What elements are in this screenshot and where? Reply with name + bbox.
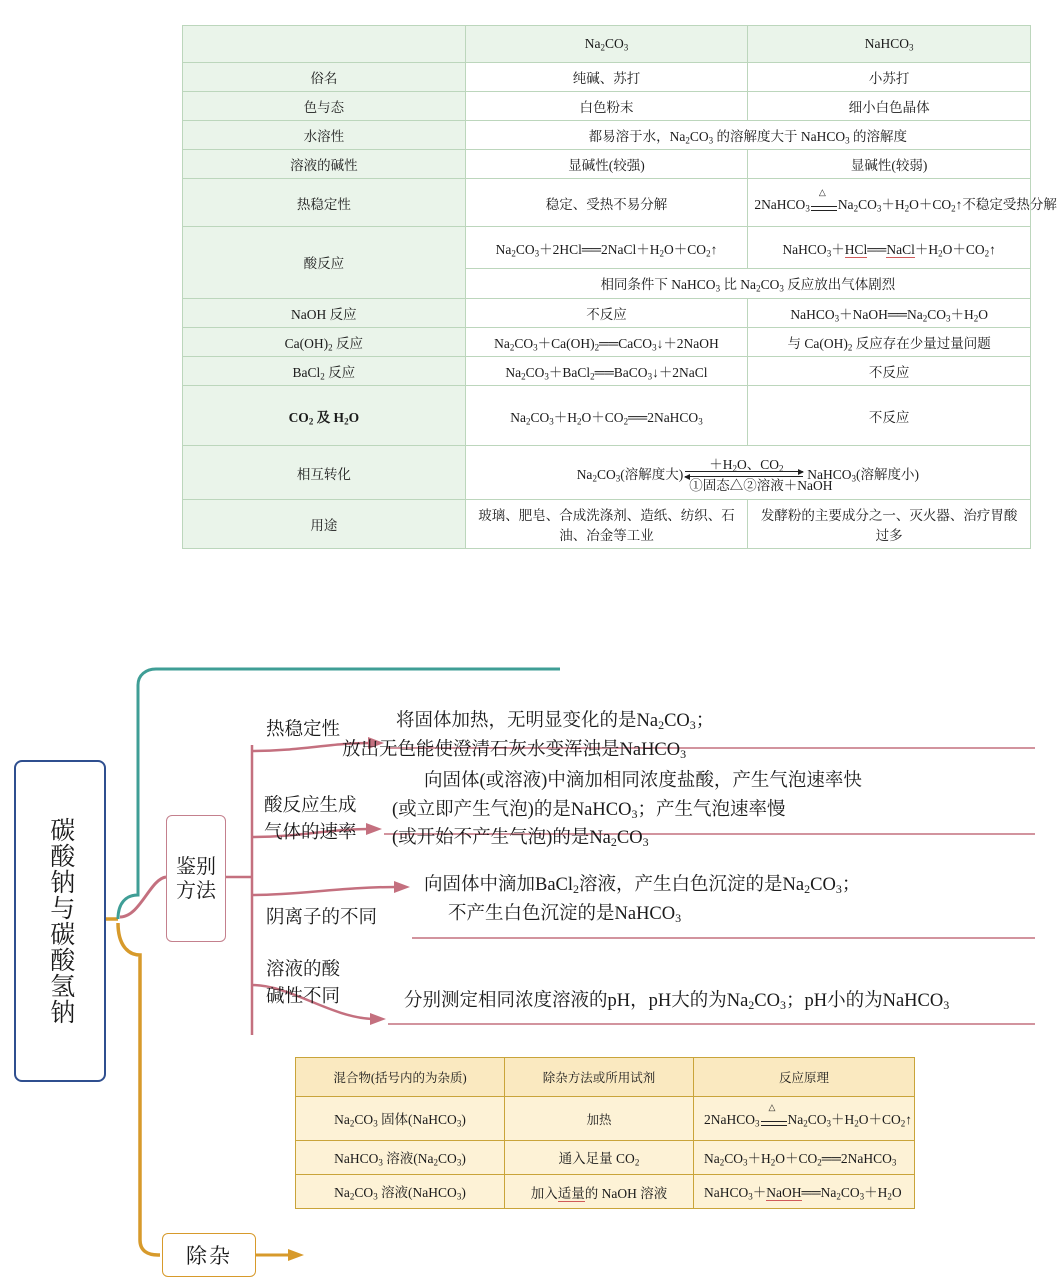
cell-na2co3: 不反应 xyxy=(465,298,748,327)
cell-nahco3: 发酵粉的主要成分之一、灭火器、治疗胃酸过多 xyxy=(748,500,1031,549)
branch-label-acid-rate: 酸反应生成 气体的速率 xyxy=(264,796,357,843)
branch-detail-anion: 向固体中滴加BaCl$_2$溶液，产生白色沉淀的是$Na_2CO_3$； 不产生白色沉淀的是NaHCO$_3$ xyxy=(424,875,861,925)
cell-na2co3: 纯碱、苏打 xyxy=(465,63,748,92)
cell-nahco3: 显碱性(较弱) xyxy=(748,150,1031,179)
removal-cell-mixture: $Na_2CO_3$ 溶液(NaHCO$_3$) xyxy=(296,1175,505,1209)
removal-table-header-row xyxy=(296,1058,915,1097)
branch-detail-acid-rate: 向固体(或溶液)中滴加相同浓度盐酸，产生气泡速率快 (或立即产生气泡)的是NaHCO$_3$；产生气泡速率慢 (或开始不产生气泡)的是$Na_2CO_3$ xyxy=(392,771,862,850)
root-node-label: 碳酸钠与碳酸氢钠 xyxy=(46,817,74,1025)
row-label: 色与态 xyxy=(183,92,466,121)
removal-cell-method: 加热 xyxy=(505,1097,694,1141)
node-impurity-removal-label: 除杂 xyxy=(186,1244,232,1268)
row-label: BaCl$_2$ 反应 xyxy=(183,357,466,386)
cell-merged-acid-note: 相同条件下 NaHCO$_3$ 比 $Na_2CO_3$ 反应放出气体剧烈 xyxy=(465,269,1030,298)
table-row-color-state xyxy=(183,92,1031,121)
comparison-table xyxy=(182,25,1057,549)
cell-nahco3: 不反应 xyxy=(748,386,1031,446)
row-label: 俗名 xyxy=(183,63,466,92)
row-label: 相互转化 xyxy=(183,446,466,500)
branch-detail-thermal-stability: 将固体加热，无明显变化的是$Na_2CO_3$； 放出无色能使澄清石灰水变浑浊是NaHCO$_3$ xyxy=(342,711,715,761)
removal-cell-mixture: $Na_2CO_3$ 固体(NaHCO$_3$) xyxy=(296,1097,505,1141)
table-row-common-name xyxy=(183,63,1031,92)
cell-nahco3: $NaHCO_3+HCl══NaCl+H_2O+CO_2↑$ xyxy=(748,227,1031,269)
row-label: $CO_2$ 及 $H_2O$ xyxy=(183,386,466,446)
node-identification-method[interactable] xyxy=(166,815,226,942)
cell-na2co3: 稳定、受热不易分解 xyxy=(465,179,748,227)
cell-merged-conversion: $Na_2CO_3$(溶解度大) $+H_2O$、$CO_2$ ①固态△②溶液＋NaOH NaHCO$_3$(溶解度小) xyxy=(465,446,1030,500)
node-identification-method-label: 鉴别 方法 xyxy=(176,855,216,902)
table-row-acid-reaction xyxy=(183,227,1031,269)
table-row-uses xyxy=(183,500,1031,549)
removal-header-method: 除杂方法或所用试剂 xyxy=(505,1058,694,1097)
table-row-co2-h2o xyxy=(183,386,1031,446)
removal-cell-principle: $Na_2CO_3+H_2O+CO_2══2NaHCO_3$ xyxy=(694,1141,915,1175)
header-blank xyxy=(183,26,466,63)
removal-table-row xyxy=(296,1175,915,1209)
header-na2co3: $Na_2CO_3$ xyxy=(465,26,748,63)
branch-detail-acidity: 分别测定相同浓度溶液的pH，pH大的为$Na_2CO_3$；pH小的为NaHCO$_3$ xyxy=(404,991,950,1012)
row-label: 溶液的碱性 xyxy=(183,150,466,179)
table-row-interconversion xyxy=(183,446,1031,500)
cell-na2co3: $Na_2CO_3+BaCl_2══BaCO_3↓+2NaCl$ xyxy=(465,357,748,386)
removal-cell-mixture: NaHCO$_3$ 溶液$(Na_2CO_3)$ xyxy=(296,1141,505,1175)
cell-na2co3: 玻璃、肥皂、合成洗涤剂、造纸、纺织、石油、冶金等工业 xyxy=(465,500,748,549)
row-label: 用途 xyxy=(183,500,466,549)
removal-cell-principle: $NaHCO_3+NaOH══Na_2CO_3+H_2O$ xyxy=(694,1175,915,1209)
removal-table-row xyxy=(296,1141,915,1175)
cell-nahco3: 小苏打 xyxy=(748,63,1031,92)
branch-label-acidity: 溶液的酸 碱性不同 xyxy=(266,960,341,1007)
row-label: NaOH 反应 xyxy=(183,298,466,327)
cell-merged-solubility: 都易溶于水，$Na_2CO_3$ 的溶解度大于 NaHCO$_3$ 的溶解度 xyxy=(465,121,1030,150)
cell-nahco3: 2NaHCO$_3$ △ $Na_2CO_3+H_2O+CO_2↑$不稳定受热分解 xyxy=(748,179,1031,227)
row-label: 酸反应 xyxy=(183,227,466,298)
table-row-basicity xyxy=(183,150,1031,179)
node-impurity-removal[interactable] xyxy=(162,1233,256,1277)
branch-label-thermal-stability: 热稳定性 xyxy=(266,720,341,740)
removal-table-row xyxy=(296,1097,915,1141)
cell-na2co3: 白色粉末 xyxy=(465,92,748,121)
cell-nahco3: $NaHCO_3+NaOH══Na_2CO_3+H_2O$ xyxy=(748,298,1031,327)
cell-na2co3: $Na_2CO_3+Ca(OH)_2══CaCO_3↓+2NaOH$ xyxy=(465,327,748,356)
removal-table xyxy=(295,1057,915,1209)
header-nahco3: NaHCO$_3$ xyxy=(748,26,1031,63)
table-row-bacl2-reaction xyxy=(183,357,1031,386)
row-label: 热稳定性 xyxy=(183,179,466,227)
table-row-solubility xyxy=(183,121,1031,150)
row-label: 水溶性 xyxy=(183,121,466,150)
cell-na2co3: $Na_2CO_3+H_2O+CO_2══2NaHCO_3$ xyxy=(465,386,748,446)
table-row-naoh-reaction xyxy=(183,298,1031,327)
table-row-caoh2-reaction xyxy=(183,327,1031,356)
table-header-row xyxy=(183,26,1031,63)
removal-header-principle: 反应原理 xyxy=(694,1058,915,1097)
cell-na2co3: $Na_2CO_3+2HCl══2NaCl+H_2O+CO_2↑$ xyxy=(465,227,748,269)
root-node[interactable] xyxy=(14,760,106,1082)
removal-cell-principle: 2NaHCO$_3$ △ $Na_2CO_3+H_2O+CO_2↑$ xyxy=(694,1097,915,1141)
row-label: $Ca(OH)_2$ 反应 xyxy=(183,327,466,356)
cell-nahco3: 与 $Ca(OH)_2$ 反应存在少量过量问题 xyxy=(748,327,1031,356)
branch-label-anion: 阴离子的不同 xyxy=(266,908,378,928)
cell-na2co3: 显碱性(较强) xyxy=(465,150,748,179)
removal-cell-method: 通入足量 $CO_2$ xyxy=(505,1141,694,1175)
table-row-thermal-stability xyxy=(183,179,1031,227)
cell-nahco3: 细小白色晶体 xyxy=(748,92,1031,121)
removal-header-mixture: 混合物(括号内的为杂质) xyxy=(296,1058,505,1097)
removal-cell-method: 加入适量的 NaOH 溶液 xyxy=(505,1175,694,1209)
cell-nahco3: 不反应 xyxy=(748,357,1031,386)
conversion-arrows-icon: $+H_2O$、$CO_2$ ①固态△②溶液＋NaOH xyxy=(685,456,805,490)
